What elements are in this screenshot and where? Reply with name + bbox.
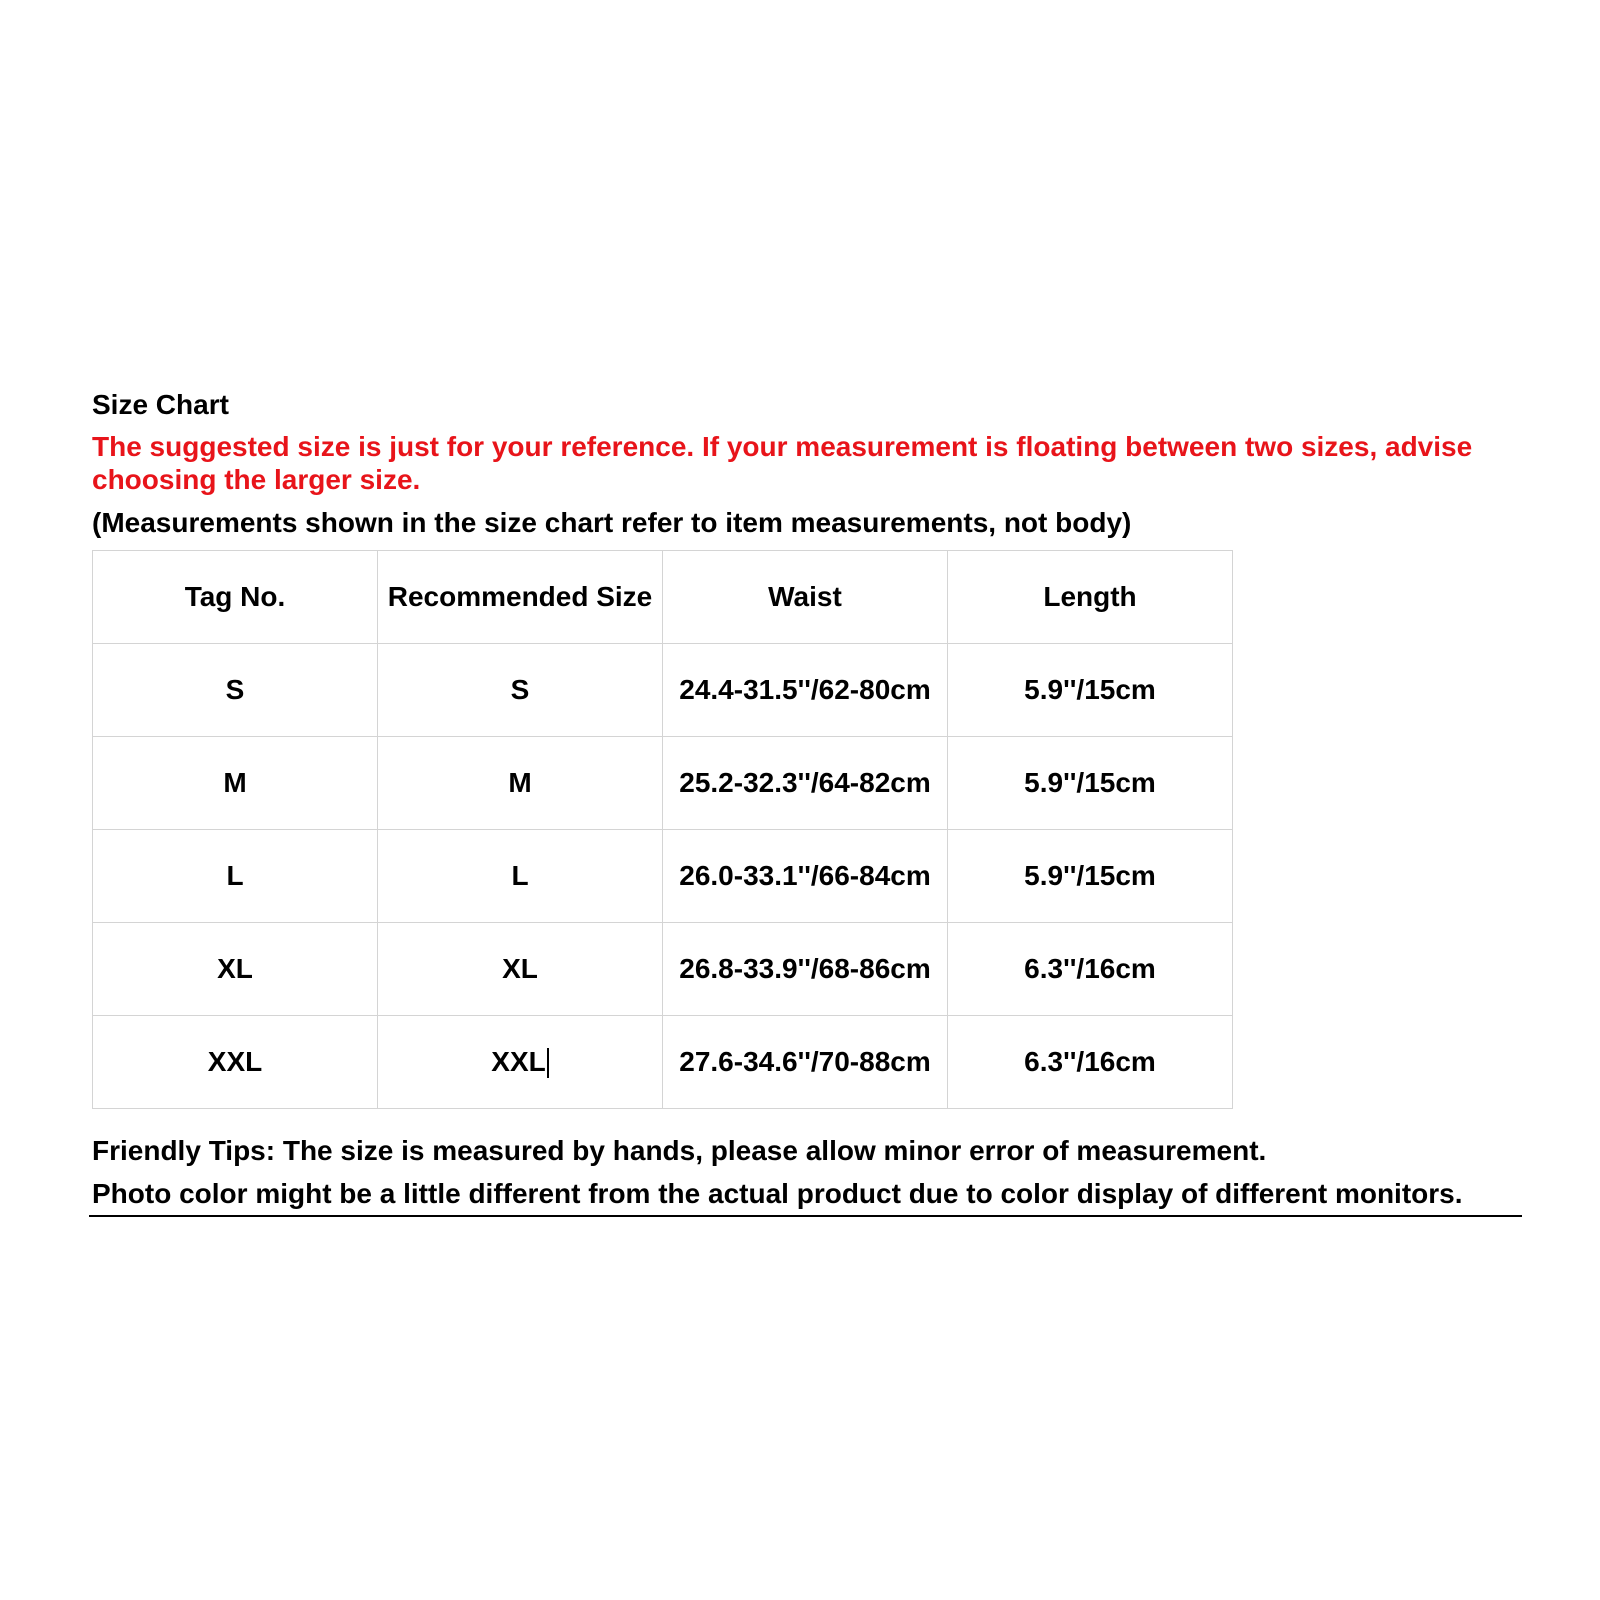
table-row bbox=[93, 1016, 1233, 1109]
page-title: Size Chart bbox=[92, 389, 229, 420]
header-waist: Waist bbox=[663, 551, 948, 644]
cell-waist: 24.4-31.5''/62-80cm bbox=[663, 644, 948, 737]
table-row bbox=[93, 644, 1233, 737]
cell-recommended-size: M bbox=[378, 737, 663, 830]
cell-length: 5.9''/15cm bbox=[948, 830, 1233, 923]
cell-recommended-size: XL bbox=[378, 923, 663, 1016]
table-row bbox=[93, 830, 1233, 923]
cell-recommended-size: S bbox=[378, 644, 663, 737]
cell-recommended-size bbox=[378, 1016, 663, 1109]
tips-line-measurement: Friendly Tips: The size is measured by hands, please allow minor error of measurement. bbox=[92, 1135, 1267, 1166]
size-chart-document bbox=[92, 388, 1522, 1217]
cell-length: 6.3''/16cm bbox=[948, 923, 1233, 1016]
cell-waist: 25.2-32.3''/64-82cm bbox=[663, 737, 948, 830]
cell-tag-no: S bbox=[93, 644, 378, 737]
cell-tag-no: XL bbox=[93, 923, 378, 1016]
cell-tag-no: XXL bbox=[93, 1016, 378, 1109]
size-advice-notice: The suggested size is just for your reference. If your measurement is floating between two sizes, advise choosing the larger size. bbox=[92, 431, 1473, 495]
cell-tag-no: L bbox=[93, 830, 378, 923]
tips-line-photo-color: Photo color might be a little different from the actual product due to color display of different monitors. bbox=[89, 1173, 1522, 1217]
cell-length: 5.9''/15cm bbox=[948, 737, 1233, 830]
table-row bbox=[93, 923, 1233, 1016]
header-recommended-size: Recommended Size bbox=[378, 551, 663, 644]
measurement-note: (Measurements shown in the size chart refer to item measurements, not body) bbox=[92, 507, 1132, 538]
friendly-tips bbox=[92, 1129, 1522, 1217]
table-row bbox=[93, 737, 1233, 830]
cell-length: 6.3''/16cm bbox=[948, 1016, 1233, 1109]
cell-waist: 26.8-33.9''/68-86cm bbox=[663, 923, 948, 1016]
cell-recommended-size: L bbox=[378, 830, 663, 923]
cell-recommended-size-text: XXL bbox=[491, 1045, 546, 1077]
cell-waist: 27.6-34.6''/70-88cm bbox=[663, 1016, 948, 1109]
size-table bbox=[92, 550, 1233, 1109]
cell-tag-no: M bbox=[93, 737, 378, 830]
text-cursor bbox=[547, 1048, 549, 1078]
cell-length: 5.9''/15cm bbox=[948, 644, 1233, 737]
table-header-row bbox=[93, 551, 1233, 644]
cell-waist: 26.0-33.1''/66-84cm bbox=[663, 830, 948, 923]
header-tag-no: Tag No. bbox=[93, 551, 378, 644]
header-length: Length bbox=[948, 551, 1233, 644]
